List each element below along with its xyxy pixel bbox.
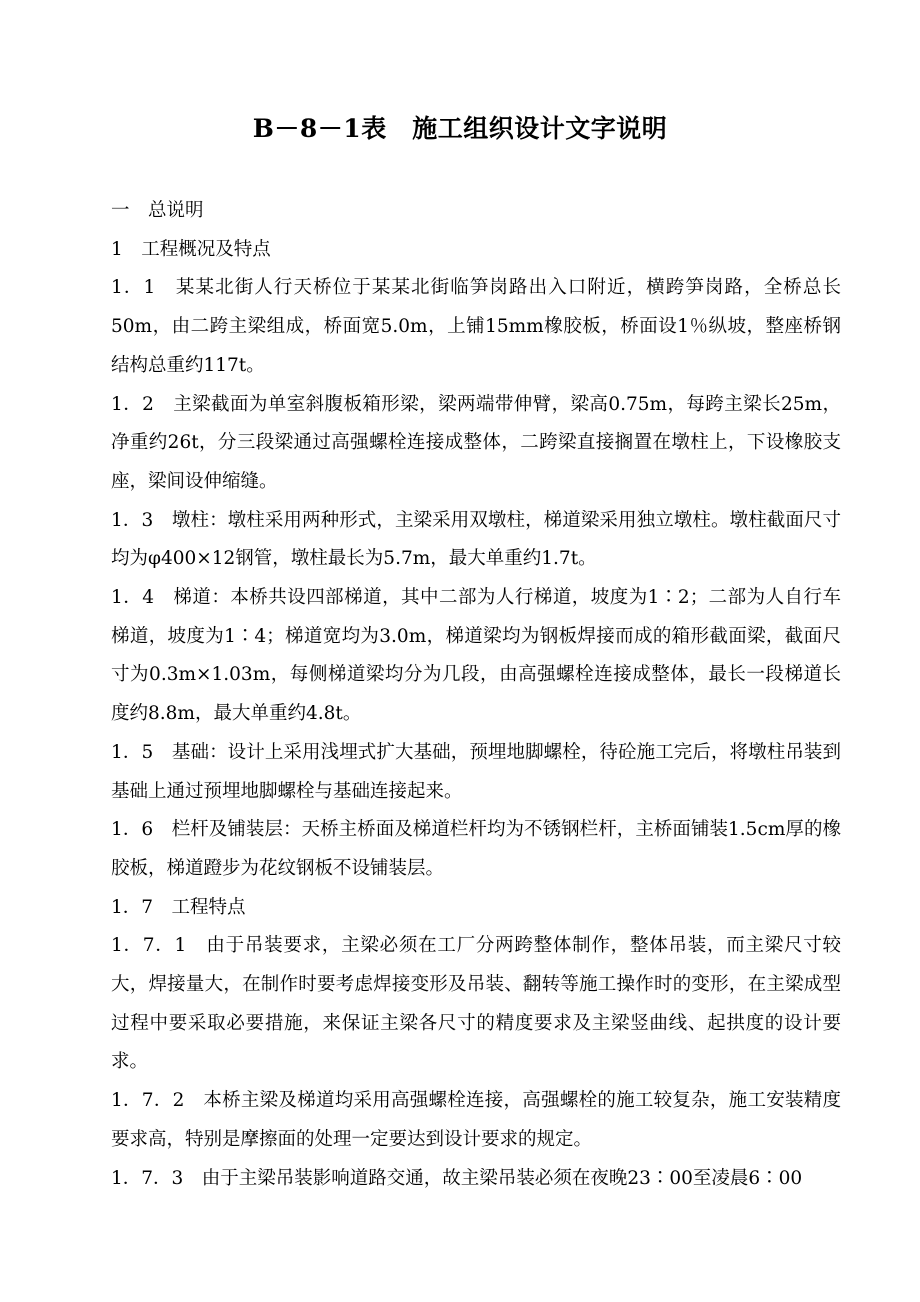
section-heading: 一 总说明	[111, 200, 204, 221]
paragraph: 1．4 梯道：本桥共设四部梯道，其中二部为人行梯道，坡度为1∶2；二部为人自行车梯道，坡度为1∶4；梯道宽均为3.0m，梯道梁均为钢板焊接而成的箱形截面梁，截面尺寸为0.3m×1.03m，每侧梯道梁均分为几段，由高强螺栓连接成整体，最长一段梯道长度约8.8m，最大单重约4.8t。	[111, 587, 841, 725]
paragraph: 1．7．1 由于吊装要求，主梁必须在工厂分两跨整体制作，整体吊装，而主梁尺寸较大，焊接量大，在制作时要考虑焊接变形及吊装、翻转等施工操作时的变形，在主梁成型过程中要采取必要措施，来保证主梁各尺寸的精度要求及主梁竖曲线、起拱度的设计要求。	[111, 935, 841, 1073]
document-title: B－8－1表 施工组织设计文字说明	[252, 114, 668, 143]
paragraph: 1．7．3 由于主梁吊装影响道路交通，故主梁吊装必须在夜晚23∶00至凌晨6∶00	[111, 1167, 803, 1189]
paragraph: 1．1 某某北街人行天桥位于某某北街临笋岗路出入口附近，横跨笋岗路，全桥总长50m，由二跨主梁组成，桥面宽5.0m，上铺15mm橡胶板，桥面设1％纵坡，整座桥钢结构总重约117t。	[111, 277, 841, 376]
document-body	[111, 192, 841, 1198]
paragraph: 1．3 墩柱：墩柱采用两种形式，主梁采用双墩柱，梯道梁采用独立墩柱。墩柱截面尺寸均为φ400×12钢管，墩柱最长为5.7m，最大单重约1.7t。	[111, 509, 841, 570]
paragraph: 1．5 基础：设计上采用浅埋式扩大基础，预埋地脚螺栓，待砼施工完后，将墩柱吊装到基础上通过预埋地脚螺栓与基础连接起来。	[111, 741, 841, 802]
subsection-heading: 1 工程概况及特点	[111, 238, 271, 260]
paragraph: 1．7．2 本桥主梁及梯道均采用高强螺栓连接，高强螺栓的施工较复杂，施工安装精度要求高，特别是摩擦面的处理一定要达到设计要求的规定。	[111, 1090, 841, 1150]
paragraph: 1．6 栏杆及铺装层：天桥主桥面及梯道栏杆均为不锈钢栏杆，主桥面铺装1.5cm厚的橡胶板，梯道蹬步为花纹钢板不设铺装层。	[111, 819, 841, 879]
subsection-heading: 1．7 工程特点	[111, 896, 246, 918]
paragraph: 1．2 主梁截面为单室斜腹板箱形梁，梁两端带伸臂，梁高0.75m，每跨主梁长25m，净重约26t，分三段梁通过高强螺栓连接成整体，二跨梁直接搁置在墩柱上，下设橡胶支座，梁间设伸缩缝。	[111, 393, 841, 492]
